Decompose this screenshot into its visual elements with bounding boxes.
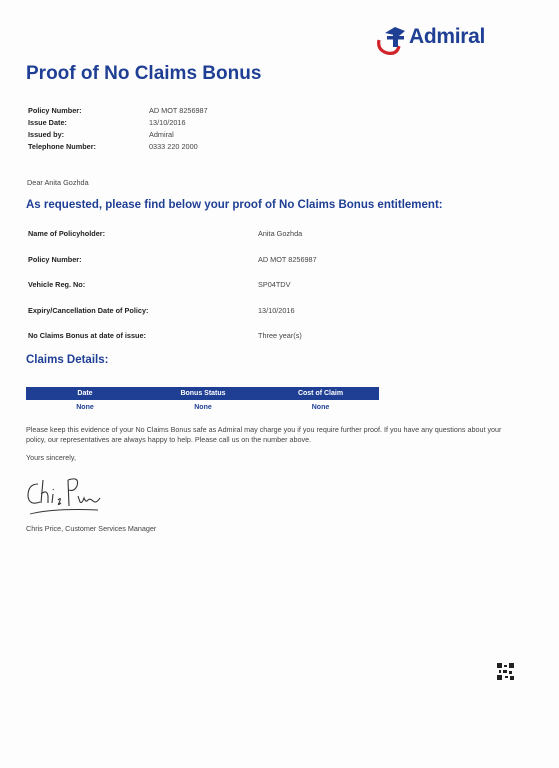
policy-info-row <box>28 118 208 130</box>
greeting: Dear Anita Gozhda <box>27 178 89 187</box>
admiral-logo <box>375 22 505 56</box>
details-policy-number-label: Policy Number: <box>28 254 82 264</box>
admiral-brand-name: Admiral <box>409 25 486 48</box>
vehicle-reg-value: SP04TDV <box>258 280 291 289</box>
body-paragraph: Please keep this evidence of your No Claims Bonus safe as Admiral may charge you if you require further proof. If you have any questions about your policy, our representatives are always happy to help. Please call us on the number above. <box>26 425 502 444</box>
claims-table <box>26 387 379 414</box>
policy-info <box>28 106 208 154</box>
table-cell-date: None <box>76 403 94 411</box>
request-heading: As requested, please find below your proof of No Claims Bonus entitlement: <box>26 199 443 211</box>
telephone-label: Telephone Number: <box>28 142 96 151</box>
page-title: Proof of No Claims Bonus <box>26 63 262 84</box>
table-cell-bonus-status: None <box>194 403 212 411</box>
policy-info-row <box>28 106 208 118</box>
handwritten-signature <box>24 470 104 518</box>
details-row <box>28 280 317 306</box>
details-row <box>28 229 317 255</box>
telephone-value: 0333 220 2000 <box>149 142 198 151</box>
issued-by-label: Issued by: <box>28 130 65 139</box>
policy-info-row <box>28 130 208 142</box>
details-row <box>28 306 317 332</box>
details-policy-number-value: AD MOT 8256987 <box>258 254 317 264</box>
policyholder-name-label: Name of Policyholder: <box>28 229 106 238</box>
no-claims-bonus-label: No Claims Bonus at date of issue: <box>28 331 146 340</box>
table-cell-cost-of-claim: None <box>311 403 330 411</box>
vehicle-reg-label: Vehicle Reg. No: <box>28 280 86 289</box>
column-header-bonus-status: Bonus Status <box>180 390 226 397</box>
bonus-details <box>28 229 317 357</box>
details-row <box>28 331 317 357</box>
issue-date-value: 13/10/2016 <box>149 118 186 127</box>
details-row <box>28 255 317 281</box>
qr-code-icon <box>497 663 514 680</box>
claims-table-header <box>26 387 379 400</box>
table-row <box>26 400 379 414</box>
claims-heading: Claims Details: <box>26 354 109 366</box>
expiry-date-label: Expiry/Cancellation Date of Policy: <box>28 305 149 315</box>
policyholder-name-value: Anita Gozhda <box>258 229 303 238</box>
admiral-logo-icon <box>375 24 411 56</box>
policy-number-value: AD MOT 8256987 <box>149 106 208 115</box>
issued-by-value: Admiral <box>149 130 174 139</box>
policy-info-row <box>28 142 208 154</box>
policy-number-label: Policy Number: <box>28 106 82 115</box>
no-claims-bonus-value: Three year(s) <box>258 331 302 340</box>
signoff: Yours sincerely, <box>26 453 76 462</box>
column-header-date: Date <box>77 390 93 397</box>
expiry-date-value: 13/10/2016 <box>258 305 295 315</box>
column-header-cost-of-claim: Cost of Claim <box>297 390 344 397</box>
signer-name: Chris Price, Customer Services Manager <box>26 524 157 533</box>
issue-date-label: Issue Date: <box>28 118 67 127</box>
